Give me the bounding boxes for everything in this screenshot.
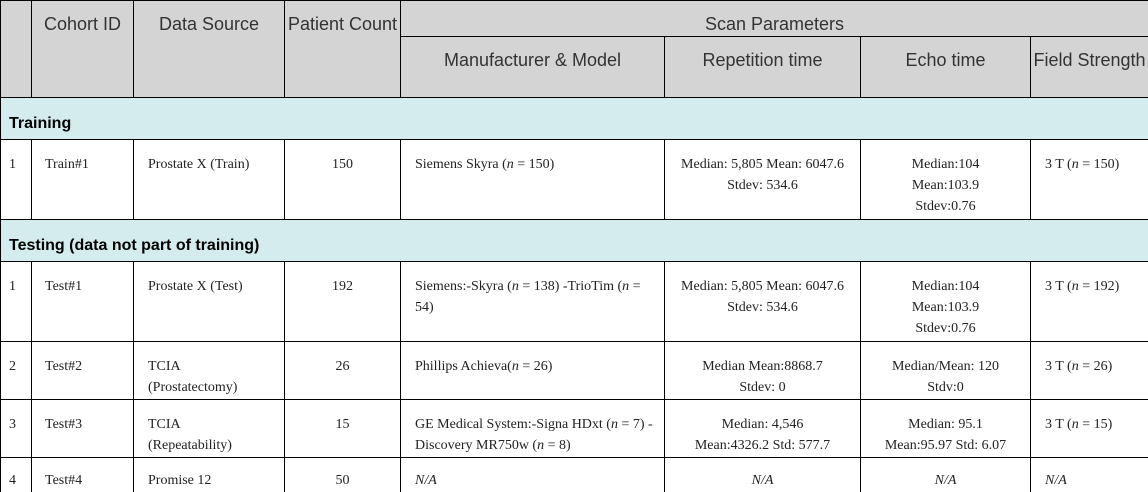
cohort-id: Test#1 [32,262,134,342]
field-count: = 26) [1078,359,1113,374]
rep-stdev: Stdev: 0 [739,380,786,395]
repetition-time: Median: 5,805 Mean: 6047.6 Stdev: 534.6 [665,140,861,220]
field-strength: N/A [1031,458,1148,492]
n-symbol: n [511,359,519,374]
manufacturer-text: Siemens:-Skyra ( [415,279,512,294]
manufacturer-count: = 26) [518,359,553,374]
section-training-label: Training [1,98,1148,140]
manufacturer-model: N/A [401,458,665,492]
echo-stdev: Stdev:0.76 [915,199,976,214]
row-index: 3 [1,400,32,458]
rep-mean-std: Mean:4326.2 Std: 577.7 [694,438,831,453]
data-source [134,342,285,400]
n-symbol: n [1071,359,1079,374]
data-source: Prostate X (Train) [134,140,285,220]
echo-mean-std: Mean:95.97 Std: 6.07 [884,438,1007,453]
manufacturer-model [401,342,665,400]
table-row [1,262,1148,342]
echo-median: Median: 95.1 [908,417,983,432]
patient-count: 15 [285,400,401,458]
header-manufacturer-model: Manufacturer & Model [401,37,665,98]
field-text: 3 T ( [1045,157,1072,172]
cohort-id: Test#2 [32,342,134,400]
n-symbol: n [506,157,514,172]
repetition-time [665,342,861,400]
header-scan-parameters: Scan Parameters [401,1,1148,37]
header-patient-count: Patient Count [285,1,401,98]
n-symbol: n [610,417,618,432]
patient-count: 192 [285,262,401,342]
echo-time [861,400,1031,458]
echo-mean: Mean:103.9 [911,300,980,315]
header-cohort-id: Cohort ID [32,1,134,98]
row-index: 4 [1,458,32,492]
field-strength [1031,140,1148,220]
data-source-line: (Prostatectomy) [148,380,238,395]
field-text: 3 T ( [1045,417,1072,432]
n-symbol: n [622,279,630,294]
echo-time [861,262,1031,342]
manufacturer-text: = 138) -TrioTim ( [518,279,623,294]
section-training-row [1,98,1148,140]
table-header [1,1,1148,98]
row-index: 1 [1,262,32,342]
cohort-id: Train#1 [32,140,134,220]
repetition-time: Median: 5,805 Mean: 6047.6 Stdev: 534.6 [665,262,861,342]
data-source: Prostate X (Test) [134,262,285,342]
repetition-time [665,400,861,458]
row-index: 2 [1,342,32,400]
data-source: Promise 12 [134,458,285,492]
table-row [1,458,1148,492]
manufacturer-model [401,400,665,458]
cohort-id: Test#3 [32,400,134,458]
manufacturer-count: = 8) [544,438,571,453]
table-row [1,140,1148,220]
header-repetition-time: Repetition time [665,37,861,98]
table-row [1,342,1148,400]
echo-median: Median:104 [911,157,980,172]
cohort-id: Test#4 [32,458,134,492]
field-text: 3 T ( [1045,279,1072,294]
data-source-line: TCIA [148,359,181,374]
patient-count: 26 [285,342,401,400]
field-strength [1031,400,1148,458]
header-field-strength: Field Strength [1031,37,1148,98]
patient-count: 50 [285,458,401,492]
field-count: = 150) [1078,157,1120,172]
repetition-time: N/A [665,458,861,492]
header-echo-time: Echo time [861,37,1031,98]
n-symbol: n [1071,417,1079,432]
manufacturer-text: = 7) -Discovery MR750w ( [415,417,653,453]
manufacturer-model [401,140,665,220]
field-strength [1031,262,1148,342]
section-testing-label: Testing (data not part of training) [1,220,1148,262]
echo-stdev: Stdev:0.76 [915,321,976,336]
n-symbol: n [1071,279,1079,294]
field-count: = 192) [1078,279,1120,294]
n-symbol: n [511,279,519,294]
echo-time: N/A [861,458,1031,492]
echo-stdev: Stdv:0 [927,380,964,395]
row-index: 1 [1,140,32,220]
table-body [1,98,1148,492]
table-row [1,400,1148,458]
data-source [134,400,285,458]
rep-median: Median: 4,546 [721,417,804,432]
n-symbol: n [1071,157,1079,172]
section-testing-row [1,220,1148,262]
header-index-cell [1,1,32,98]
data-source-line: (Repeatability) [148,438,232,453]
manufacturer-text: Phillips Achieva( [415,359,512,374]
echo-time [861,342,1031,400]
header-data-source: Data Source [134,1,285,98]
field-text: 3 T ( [1045,359,1072,374]
manufacturer-count: = 54) [415,279,641,315]
echo-median-mean: Median/Mean: 120 [892,359,999,374]
n-symbol: n [537,438,545,453]
echo-mean: Mean:103.9 [911,178,980,193]
manufacturer-model [401,262,665,342]
field-strength [1031,342,1148,400]
rep-median-mean: Median Mean:8868.7 [702,359,823,374]
manufacturer-count: = 150) [513,157,555,172]
field-count: = 15) [1078,417,1113,432]
patient-count: 150 [285,140,401,220]
manufacturer-text: Siemens Skyra ( [415,157,507,172]
manufacturer-text: GE Medical System:-Signa HDxt ( [415,417,611,432]
echo-time [861,140,1031,220]
data-source-line: TCIA [148,417,181,432]
echo-median: Median:104 [911,279,980,294]
